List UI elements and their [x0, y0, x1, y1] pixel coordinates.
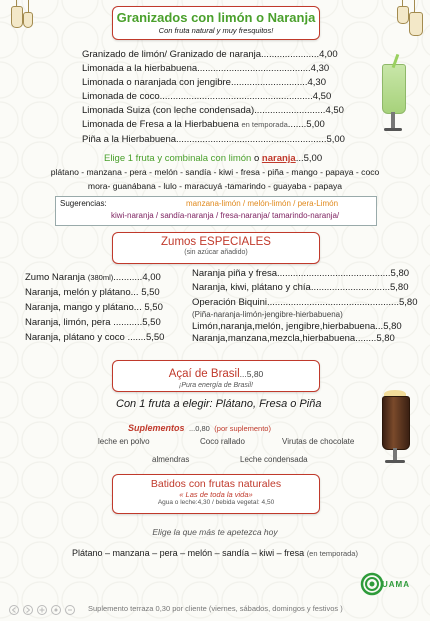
topping-item: leche en polvo — [98, 437, 150, 446]
sugerencias-line-1: manzana-limón / melón-limón / pera-Limón — [186, 199, 339, 208]
list-item: Naranja, mango y plátano... 5,50 — [25, 302, 163, 313]
sugerencias-line-2: kiwi-naranja / sandía-naranja / fresa-naranja/ tamarindo-naranja/ — [111, 211, 340, 220]
list-item: Limonada Suiza (con leche condensada)...........................4,50 — [82, 105, 344, 116]
topping-item: Leche condensada — [240, 455, 308, 464]
list-item: Naranja piña y fresa...........................................5,80 — [192, 268, 410, 279]
acai-banner — [112, 360, 320, 392]
fruits-line-1: plátano - manzana - pera - melón - sandía - kiwi - fresa - piña - mango - papaya - coco — [50, 167, 380, 177]
acai-subtitle: ¡Pura energía de Brasil! — [179, 382, 253, 389]
list-item-note: (Piña-naranja-limón-jengibre-hierbabuena) — [192, 310, 343, 319]
list-item: Operación Biquini..................................................5,80 — [192, 297, 418, 308]
fruits-line-2: mora- guanábana - lulo - maracuyá -tamarindo - guayaba - papaya — [87, 181, 343, 191]
topping-item: Virutas de chocolate — [282, 437, 355, 446]
list-item: Naranja,manzana,mezcla,hierbabuena........5,80 — [192, 333, 395, 344]
granizados-title: Granizados con limón o Naranja — [116, 10, 316, 25]
slideshow-controls-icon[interactable] — [8, 604, 78, 616]
spiral-logo-icon — [360, 572, 384, 596]
topping-item: Coco rallado — [200, 437, 245, 446]
footer-controls — [8, 603, 78, 621]
granizados-banner — [112, 6, 320, 40]
granizados-subtitle: Con fruta natural y muy fresquitos! — [158, 26, 274, 35]
suplemento-terraza: Suplemento terraza 0,30 por cliente (viernes, sábados, domingos y festivos ) — [88, 604, 343, 613]
list-item: Naranja, kiwi, plátano y chía..............................5,80 — [192, 282, 409, 293]
list-item: Piña a la Hierbabuena.........................................................5,00 — [82, 134, 345, 145]
list-item: Limonada de Fresa a la Hierbabuena en temporada.......5,00 — [82, 119, 325, 130]
sugerencias-label: Sugerencias: — [60, 199, 107, 208]
list-item: Limonada a la hierbabuena...........................................4,30 — [82, 63, 330, 74]
acai-title-row — [113, 364, 319, 382]
batidos-subtitle: « Las de toda la vida» — [179, 490, 253, 499]
zumos-title: Zumos ESPECIALES — [161, 236, 271, 248]
acai-fruit-line: Con 1 fruta a elegir: Plátano, Fresa o Piña — [116, 398, 322, 410]
combo-line: Elige 1 fruta y combinala con limón o naranja...5,00 — [104, 153, 323, 164]
guama-logo — [358, 572, 418, 600]
batidos-banner — [112, 474, 320, 514]
suplementos-line: Suplementos ...0,80 (por suplemento) — [128, 423, 271, 433]
zumos-subtitle: (sin azúcar añadido) — [184, 249, 248, 256]
list-item: Zumo Naranja (380ml)...........4,00 — [25, 272, 161, 283]
acai-title: Açaí de Brasil — [168, 368, 240, 380]
batidos-prices: Agua o leche:4,30 / bebida vegetal: 4,50 — [157, 499, 275, 506]
list-item: Naranja, limón, pera ...........5,50 — [25, 317, 161, 328]
list-item: Naranja, plátano y coco .......5,50 — [25, 332, 165, 343]
list-item: Naranja, melón y plátano... 5,50 — [25, 287, 160, 298]
topping-item: almendras — [152, 455, 190, 464]
logo-text: UAMA — [382, 580, 410, 589]
list-item: Granizado de limón/ Granizado de naranja......................4,00 — [82, 49, 338, 60]
batidos-title: Batidos con frutas naturales — [150, 478, 282, 490]
list-item: Limonada de coco..........................................................4,50 — [82, 91, 332, 102]
batidos-prompt: Elige la que más te apetezca hoy — [152, 527, 278, 537]
list-item: Limón,naranja,melón, jengibre,hierbabuena...5,80 — [192, 321, 402, 332]
acai-price: ...5,80 — [239, 369, 264, 379]
zumos-banner — [112, 232, 320, 264]
sugerencias-box — [55, 196, 377, 226]
batidos-fruits: Plátano – manzana – pera – melón – sandía – kiwi – fresa (en temporada) — [72, 548, 358, 558]
list-item: Limonada o naranjada con jengibre.............................4,30 — [82, 77, 326, 88]
